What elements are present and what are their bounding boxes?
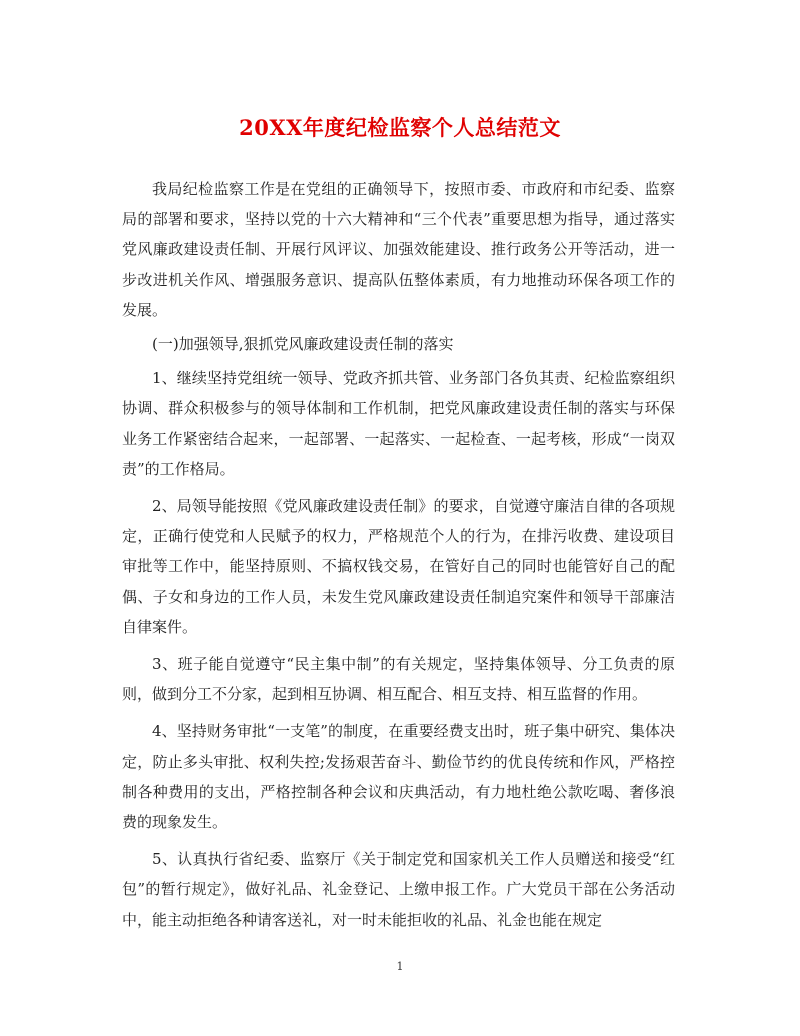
paragraph-item-5: 5、认真执行省纪委、监察厅《关于制定党和国家机关工作人员赠送和接受“红包”的暂行规定》，做好礼品、礼金登记、上缴申报工作。广大党员干部在公务活动中，能主动拒绝各种请客送礼，对一时未能拒收的礼品、礼金也能在规定 — [122, 850, 675, 929]
page-number: 1 — [396, 960, 404, 973]
section-heading: (一)加强领导,狠抓党风廉政建设责任制的落实 — [152, 335, 454, 354]
paragraph-item-2: 2、局领导能按照《党风廉政建设责任制》的要求，自觉遵守廉洁自律的各项规定，正确行使党和人民赋予的权力，严格规范个人的行为，在排污收费、建设项目审批等工作中，能坚持原则、不搞权钱交易，在管好自己的同时也能管好自己的配偶、子女和身边的工作人员，未发生党风廉政建设责任制追究案件和领导干部廉洁自律案件。 — [122, 497, 675, 636]
document-body — [122, 174, 675, 942]
document-title: 20XX年度纪检监察个人总结范文 — [239, 115, 561, 140]
paragraph-intro: 我局纪检监察工作是在党组的正确领导下，按照市委、市政府和市纪委、监察局的部署和要求，坚持以党的十六大精神和“三个代表”重要思想为指导，通过落实党风廉政建设责任制、开展行风评议、加强效能建设、推行政务公开等活动，进一步改进机关作风、增强服务意识、提高队伍整体素质，有力地推动环保各项工作的发展。 — [122, 180, 675, 319]
paragraph-item-3: 3、班子能自觉遵守“民主集中制”的有关规定，坚持集体领导、分工负责的原则，做到分工不分家，起到相互协调、相互配合、相互支持、相互监督的作用。 — [122, 655, 675, 704]
paragraph-item-4: 4、坚持财务审批“一支笔”的制度，在重要经费支出时，班子集中研究、集体决定，防止多头审批、权利失控;发扬艰苦奋斗、勤俭节约的优良传统和作风，严格控制各种费用的支出，严格控制各种会议和庆典活动，有力地杜绝公款吃喝、奢侈浪费的现象发生。 — [122, 722, 675, 832]
paragraph-item-1: 1、继续坚持党组统一领导、党政齐抓共管、业务部门各负其责、纪检监察组织协调、群众积极参与的领导体制和工作机制，把党风廉政建设责任制的落实与环保业务工作紧密结合起来，一起部署、一起落实、一起检查、一起考核，形成“一岗双责”的工作格局。 — [122, 369, 675, 478]
